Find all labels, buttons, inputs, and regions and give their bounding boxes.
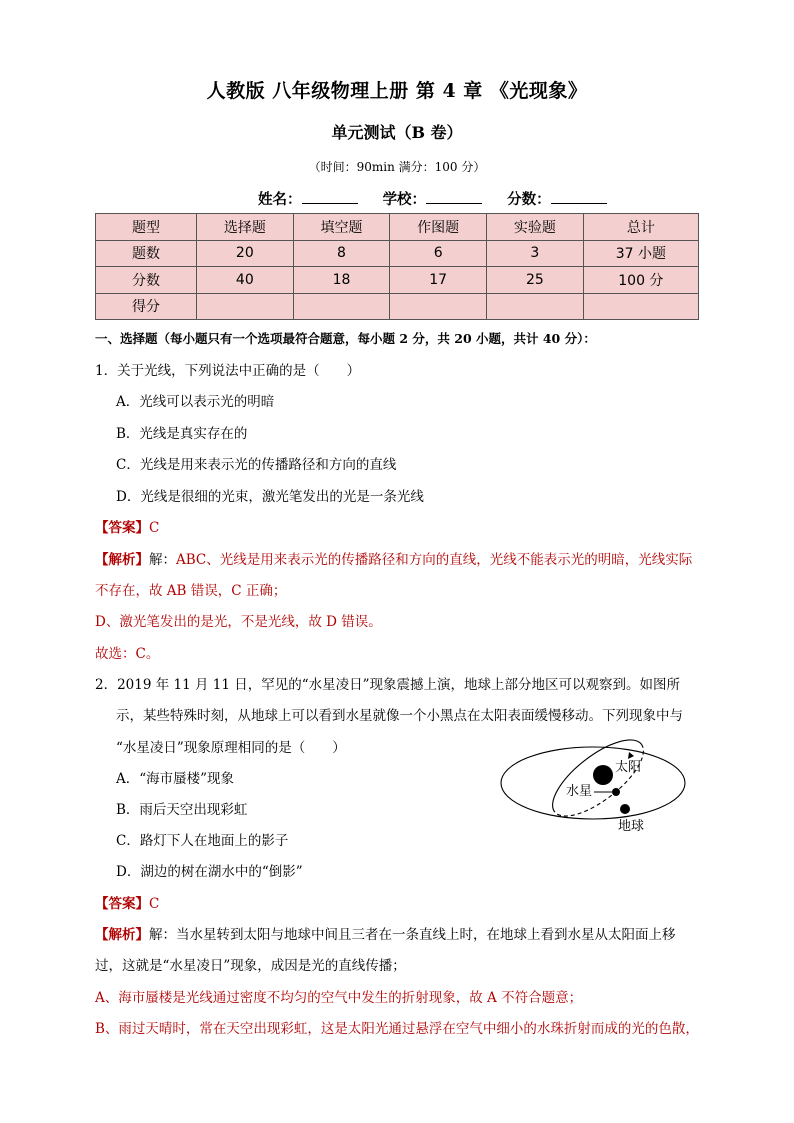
table-cell: 题数 — [96, 240, 197, 267]
table-cell: 20 — [197, 240, 294, 267]
table-cell: 17 — [390, 267, 487, 294]
name-label: 姓名： — [258, 191, 302, 208]
score-table — [95, 213, 699, 320]
school-blank[interactable] — [426, 191, 482, 204]
table-cell: 6 — [390, 240, 487, 267]
table-cell: 25 — [487, 267, 584, 294]
question-1-explanation-line: D、激光笔发出的是光，不是光线，故 D 错误。 — [95, 614, 382, 630]
table-cell: 得分 — [96, 293, 197, 320]
table-cell: 题型 — [96, 214, 197, 241]
table-cell: 填空题 — [293, 214, 390, 241]
question-1-explanation-line: 不存在，故 AB 错误，C 正确； — [95, 583, 287, 599]
earth-label: 地球 — [618, 819, 645, 834]
earth-icon — [620, 804, 630, 814]
question-1-option-d: D．光线是很细的光束，激光笔发出的光是一条光线 — [116, 489, 424, 505]
table-cell: 总计 — [583, 214, 698, 241]
page-title: 人教版 八年级物理上册 第 4 章 《光现象》 — [206, 80, 588, 102]
question-2-option-b: B．雨后天空出现彩虹 — [116, 802, 248, 818]
score-field[interactable] — [507, 191, 607, 208]
table-cell: 分数 — [96, 267, 197, 294]
score-entry-cell[interactable] — [197, 293, 294, 320]
score-entry-cell[interactable] — [390, 293, 487, 320]
score-entry-cell[interactable] — [293, 293, 390, 320]
name-blank[interactable] — [302, 191, 358, 204]
earth-orbit — [501, 747, 685, 819]
section-heading: 一、选择题（每小题只有一个选项最符合题意，每小题 2 分，共 20 小题，共计 40 分）： — [95, 331, 596, 346]
answer-tag: 【答案】 — [95, 896, 149, 912]
question-1-option-b: B．光线是真实存在的 — [116, 426, 248, 442]
explanation-text: 解：当水星转到太阳与地球中间且三者在一条直线上时，在地球上看到水星从太阳面上移 — [149, 927, 676, 943]
table-row — [96, 240, 699, 267]
score-label: 分数： — [507, 191, 551, 208]
explanation-tag: 【解析】 — [95, 552, 149, 568]
school-field[interactable] — [383, 191, 483, 208]
name-field[interactable] — [258, 191, 358, 208]
exam-meta: （时间：90min 满分：100 分） — [308, 160, 486, 174]
table-row — [96, 293, 699, 320]
question-1-option-a: A．光线可以表示光的明暗 — [116, 394, 275, 410]
table-cell: 100 分 — [583, 267, 698, 294]
table-cell: 作图题 — [390, 214, 487, 241]
score-blank[interactable] — [551, 191, 607, 204]
question-2-explanation-line: 过，这就是“水星凌日”现象，成因是光的直线传播； — [95, 958, 406, 974]
explanation-lead: 解： — [149, 552, 176, 568]
question-1-answer — [95, 516, 159, 536]
sun-label: 太阳 — [615, 760, 642, 775]
table-cell: 8 — [293, 240, 390, 267]
table-cell: 37 小题 — [583, 240, 698, 267]
table-cell: 实验题 — [487, 214, 584, 241]
explanation-tag: 【解析】 — [95, 927, 149, 943]
question-2-stem-line: 2．2019 年 11 月 11 日，罕见的“水星凌日”现象震撼上演，地球上部分地区可以观察到。如图所 — [95, 677, 681, 693]
question-2-option-a: A．“海市蜃楼”现象 — [116, 771, 235, 787]
page-subtitle: 单元测试（B 卷） — [331, 123, 463, 142]
question-2-stem-line: 示，某些特殊时刻，从地球上可以看到水星就像一个小黑点在太阳表面缓慢移动。下列现象中与 — [116, 708, 683, 724]
question-1-option-c: C．光线是用来表示光的传播路径和方向的直线 — [116, 457, 397, 473]
table-cell: 18 — [293, 267, 390, 294]
question-1-explanation-line — [95, 548, 692, 568]
question-2-explanation-line: B、雨过天晴时，常在天空出现彩虹，这是太阳光通过悬浮在空气中细小的水珠折射而成的光的色散， — [95, 1021, 699, 1037]
table-cell: 3 — [487, 240, 584, 267]
sun-icon — [593, 765, 613, 785]
answer-tag: 【答案】 — [95, 520, 149, 536]
question-2-stem-line: “水星凌日”现象原理相同的是（ ） — [116, 740, 346, 756]
table-row — [96, 267, 699, 294]
question-1-final: 故选：C。 — [95, 646, 160, 662]
school-label: 学校： — [382, 191, 427, 208]
question-2-option-d: D．湖边的树在湖水中的“倒影” — [116, 864, 303, 880]
answer-value: C — [149, 520, 160, 536]
explanation-text: ABC、光线是用来表示光的传播路径和方向的直线，光线不能表示光的明暗，光线实际 — [176, 552, 693, 568]
mercury-label: 水星 — [566, 784, 593, 799]
mercury-transit-diagram — [498, 728, 688, 838]
question-2-option-c: C．路灯下人在地面上的影子 — [116, 833, 289, 849]
student-fields — [258, 188, 627, 209]
table-cell: 选择题 — [197, 214, 294, 241]
question-2-explanation-line: A、海市蜃楼是光线通过密度不均匀的空气中发生的折射现象，故 A 不符合题意； — [95, 990, 583, 1006]
table-cell: 40 — [197, 267, 294, 294]
score-entry-cell[interactable] — [583, 293, 698, 320]
mercury-icon — [612, 788, 620, 796]
orbit-arrow-icon — [628, 752, 634, 759]
score-entry-cell[interactable] — [487, 293, 584, 320]
table-row — [96, 214, 699, 241]
question-1-stem: 1．关于光线，下列说法中正确的是（ ） — [95, 363, 361, 379]
answer-value: C — [149, 896, 160, 912]
question-2-answer — [95, 892, 159, 912]
question-2-explanation-line — [95, 923, 676, 943]
